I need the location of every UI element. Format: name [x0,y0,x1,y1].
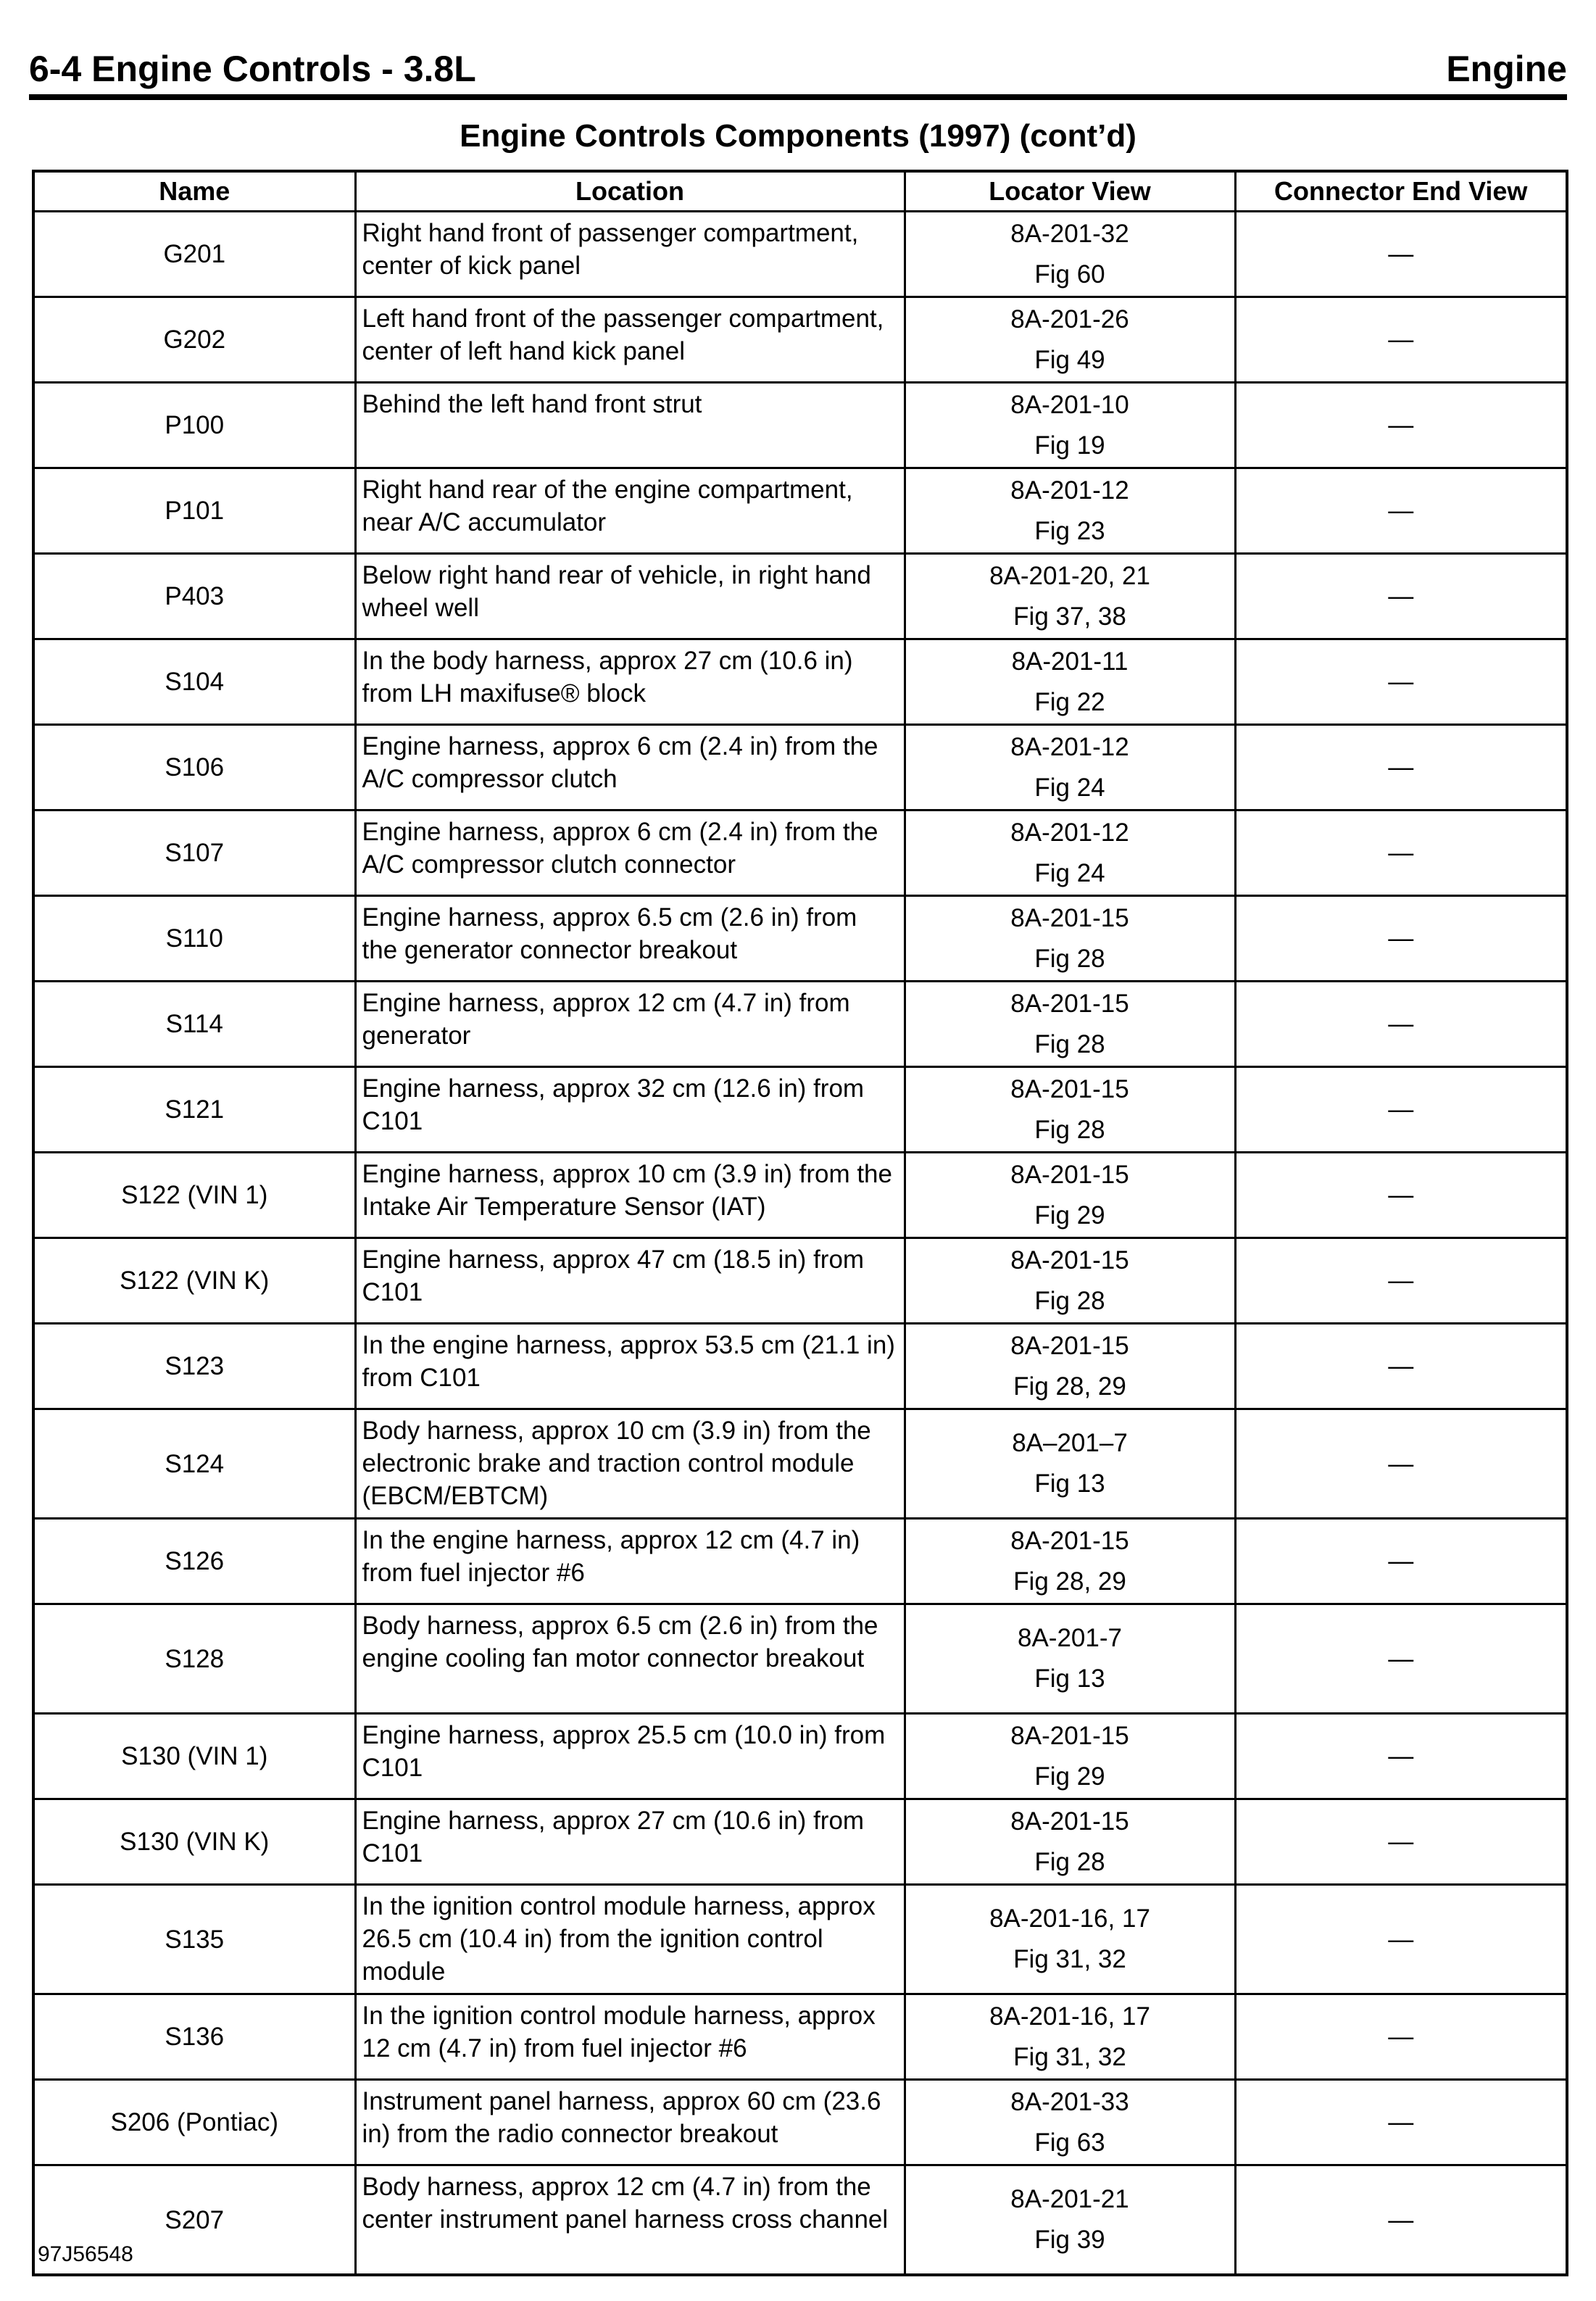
column-header-location: Location [355,171,905,212]
table-header-row [33,171,1567,212]
locator-figure-ref: Fig 37, 38 [1013,602,1126,631]
cell-location: Engine harness, approx 32 cm (12.6 in) from C101 [355,1067,905,1153]
locator-figure-ref: Fig 13 [1034,1469,1105,1498]
table-body [33,212,1567,2276]
page-header [29,43,1567,94]
cell-name: S207 [33,2165,355,2276]
locator-page-ref: 8A-201-15 [1010,1331,1129,1360]
cell-name: S130 (VIN K) [33,1799,355,1885]
cell-name: P100 [33,383,355,468]
table-row [33,1324,1567,1409]
cell-name: S136 [33,1994,355,2080]
cell-name: S124 [33,1409,355,1519]
cell-locator-view [905,212,1235,297]
locator-page-ref: 8A-201-32 [1010,219,1129,248]
cell-location: In the ignition control module harness, approx 26.5 cm (10.4 in) from the ignition control module [355,1885,905,1994]
table-row [33,1604,1567,1714]
locator-page-ref: 8A-201-15 [1010,1074,1129,1103]
locator-page-ref: 8A-201-15 [1010,1721,1129,1750]
locator-figure-ref: Fig 63 [1034,2128,1105,2157]
cell-name: S110 [33,896,355,982]
locator-figure-ref: Fig 31, 32 [1013,2042,1126,2071]
cell-connector-end-view: — [1235,1604,1567,1714]
cell-name: S135 [33,1885,355,1994]
locator-page-ref: 8A-201-12 [1010,818,1129,847]
cell-name: P403 [33,554,355,639]
table-row [33,468,1567,554]
cell-connector-end-view: — [1235,1994,1567,2080]
cell-location: Below right hand rear of vehicle, in right hand wheel well [355,554,905,639]
locator-figure-ref: Fig 28 [1034,1029,1105,1058]
cell-location: Right hand rear of the engine compartment, near A/C accumulator [355,468,905,554]
table-row [33,383,1567,468]
table-row [33,1994,1567,2080]
cell-locator-view [905,1324,1235,1409]
locator-page-ref: 8A-201-15 [1010,989,1129,1018]
cell-location: Engine harness, approx 27 cm (10.6 in) from C101 [355,1799,905,1885]
locator-figure-ref: Fig 24 [1034,858,1105,887]
cell-locator-view [905,1604,1235,1714]
cell-connector-end-view: — [1235,1067,1567,1153]
locator-page-ref: 8A-201-20, 21 [989,561,1150,590]
header-rule [29,94,1567,100]
cell-name: S122 (VIN 1) [33,1153,355,1238]
cell-location: Engine harness, approx 47 cm (18.5 in) from C101 [355,1238,905,1324]
cell-name: G201 [33,212,355,297]
locator-figure-ref: Fig 28, 29 [1013,1372,1126,1401]
cell-name: S128 [33,1604,355,1714]
cell-name: S114 [33,982,355,1067]
locator-figure-ref: Fig 39 [1034,2226,1105,2254]
locator-page-ref: 8A–201–7 [1012,1429,1128,1457]
figure-code: 97J56548 [38,2242,133,2266]
cell-connector-end-view: — [1235,2080,1567,2165]
cell-name: S123 [33,1324,355,1409]
cell-location: Body harness, approx 6.5 cm (2.6 in) from the engine cooling fan motor connector breakout [355,1604,905,1714]
cell-location: In the ignition control module harness, approx 12 cm (4.7 in) from fuel injector #6 [355,1994,905,2080]
cell-locator-view [905,383,1235,468]
cell-locator-view [905,1994,1235,2080]
cell-locator-view [905,810,1235,896]
table-row [33,725,1567,810]
cell-connector-end-view: — [1235,1799,1567,1885]
cell-location: In the engine harness, approx 53.5 cm (21.1 in) from C101 [355,1324,905,1409]
locator-figure-ref: Fig 28 [1034,944,1105,973]
cell-location: Body harness, approx 10 cm (3.9 in) from the electronic brake and traction control module (EBCM/EBTCM) [355,1409,905,1519]
cell-locator-view [905,639,1235,725]
cell-location: Engine harness, approx 25.5 cm (10.0 in) from C101 [355,1714,905,1799]
table-row [33,982,1567,1067]
cell-connector-end-view: — [1235,1238,1567,1324]
locator-page-ref: 8A-201-15 [1010,1160,1129,1189]
locator-figure-ref: Fig 49 [1034,345,1105,374]
cell-locator-view [905,2165,1235,2276]
table-row [33,639,1567,725]
locator-page-ref: 8A-201-12 [1010,732,1129,761]
cell-location: Engine harness, approx 12 cm (4.7 in) from generator [355,982,905,1067]
cell-location: Instrument panel harness, approx 60 cm (23.6 in) from the radio connector breakout [355,2080,905,2165]
cell-connector-end-view: — [1235,297,1567,383]
locator-page-ref: 8A-201-21 [1010,2185,1129,2213]
table-row [33,554,1567,639]
cell-location: In the body harness, approx 27 cm (10.6 in) from LH maxifuse® block [355,639,905,725]
locator-page-ref: 8A-201-12 [1010,476,1129,505]
locator-page-ref: 8A-201-15 [1010,903,1129,932]
cell-name: S106 [33,725,355,810]
cell-locator-view [905,1885,1235,1994]
cell-locator-view [905,297,1235,383]
cell-location: Behind the left hand front strut [355,383,905,468]
table-title: Engine Controls Components (1997) (cont’d) [460,118,1136,154]
cell-connector-end-view: — [1235,1885,1567,1994]
table-row [33,2165,1567,2276]
cell-connector-end-view: — [1235,1324,1567,1409]
cell-connector-end-view: — [1235,2165,1567,2276]
table-row [33,1067,1567,1153]
cell-name: S122 (VIN K) [33,1238,355,1324]
cell-connector-end-view: — [1235,982,1567,1067]
cell-location: Right hand front of passenger compartment, center of kick panel [355,212,905,297]
table-row [33,810,1567,896]
locator-figure-ref: Fig 31, 32 [1013,1945,1126,1973]
cell-name: P101 [33,468,355,554]
locator-page-ref: 8A-201-16, 17 [989,1904,1150,1933]
locator-figure-ref: Fig 29 [1034,1201,1105,1230]
cell-name: S121 [33,1067,355,1153]
cell-location: Engine harness, approx 6 cm (2.4 in) from the A/C compressor clutch connector [355,810,905,896]
table-row [33,1885,1567,1994]
locator-figure-ref: Fig 28, 29 [1013,1567,1126,1596]
locator-figure-ref: Fig 29 [1034,1762,1105,1791]
cell-locator-view [905,2080,1235,2165]
cell-locator-view [905,725,1235,810]
table-row [33,896,1567,982]
locator-figure-ref: Fig 24 [1034,773,1105,802]
locator-page-ref: 8A-201-15 [1010,1245,1129,1274]
section-name: Engine [1446,49,1567,89]
column-header-locator-view: Locator View [905,171,1235,212]
cell-connector-end-view: — [1235,1153,1567,1238]
cell-connector-end-view: — [1235,383,1567,468]
cell-location: In the engine harness, approx 12 cm (4.7 in) from fuel injector #6 [355,1519,905,1604]
cell-connector-end-view: — [1235,639,1567,725]
cell-location: Engine harness, approx 10 cm (3.9 in) from the Intake Air Temperature Sensor (IAT) [355,1153,905,1238]
table-row [33,1153,1567,1238]
table-row [33,1799,1567,1885]
locator-figure-ref: Fig 22 [1034,687,1105,716]
locator-page-ref: 8A-201-33 [1010,2087,1129,2116]
cell-connector-end-view: — [1235,725,1567,810]
locator-figure-ref: Fig 28 [1034,1847,1105,1876]
cell-name: S130 (VIN 1) [33,1714,355,1799]
locator-page-ref: 8A-201-16, 17 [989,2002,1150,2031]
table-row [33,2080,1567,2165]
locator-figure-ref: Fig 13 [1034,1664,1105,1693]
locator-figure-ref: Fig 19 [1034,431,1105,460]
table-row [33,1519,1567,1604]
locator-page-ref: 8A-201-15 [1010,1807,1129,1836]
section-title: 6-4 Engine Controls - 3.8L [29,49,476,89]
table-row [33,1238,1567,1324]
components-table [32,170,1568,2276]
locator-page-ref: 8A-201-26 [1010,304,1129,333]
cell-locator-view [905,554,1235,639]
cell-locator-view [905,1519,1235,1604]
cell-locator-view [905,1799,1235,1885]
table-row [33,297,1567,383]
locator-figure-ref: Fig 28 [1034,1115,1105,1144]
cell-name: S126 [33,1519,355,1604]
cell-connector-end-view: — [1235,468,1567,554]
cell-location: Left hand front of the passenger compartment, center of left hand kick panel [355,297,905,383]
cell-connector-end-view: — [1235,896,1567,982]
cell-name: S104 [33,639,355,725]
locator-figure-ref: Fig 28 [1034,1286,1105,1315]
table-row [33,1409,1567,1519]
cell-name: S107 [33,810,355,896]
cell-name: G202 [33,297,355,383]
cell-locator-view [905,982,1235,1067]
column-header-name: Name [33,171,355,212]
cell-connector-end-view: — [1235,554,1567,639]
cell-locator-view [905,1238,1235,1324]
locator-page-ref: 8A-201-15 [1010,1526,1129,1555]
table-row [33,212,1567,297]
locator-figure-ref: Fig 60 [1034,260,1105,289]
cell-name: S206 (Pontiac) [33,2080,355,2165]
locator-page-ref: 8A-201-10 [1010,390,1129,419]
locator-page-ref: 8A-201-11 [1011,647,1129,676]
cell-locator-view [905,468,1235,554]
cell-connector-end-view: — [1235,1409,1567,1519]
cell-locator-view [905,896,1235,982]
cell-location: Body harness, approx 12 cm (4.7 in) from the center instrument panel harness cross channel [355,2165,905,2276]
cell-connector-end-view: — [1235,1519,1567,1604]
cell-location: Engine harness, approx 6.5 cm (2.6 in) from the generator connector breakout [355,896,905,982]
cell-connector-end-view: — [1235,810,1567,896]
locator-figure-ref: Fig 23 [1034,516,1105,545]
cell-locator-view [905,1714,1235,1799]
cell-location: Engine harness, approx 6 cm (2.4 in) from the A/C compressor clutch [355,725,905,810]
cell-locator-view [905,1409,1235,1519]
column-header-connector-end-view: Connector End View [1235,171,1567,212]
cell-connector-end-view: — [1235,212,1567,297]
cell-locator-view [905,1067,1235,1153]
cell-locator-view [905,1153,1235,1238]
cell-connector-end-view: — [1235,1714,1567,1799]
table-row [33,1714,1567,1799]
locator-page-ref: 8A-201-7 [1018,1624,1122,1652]
